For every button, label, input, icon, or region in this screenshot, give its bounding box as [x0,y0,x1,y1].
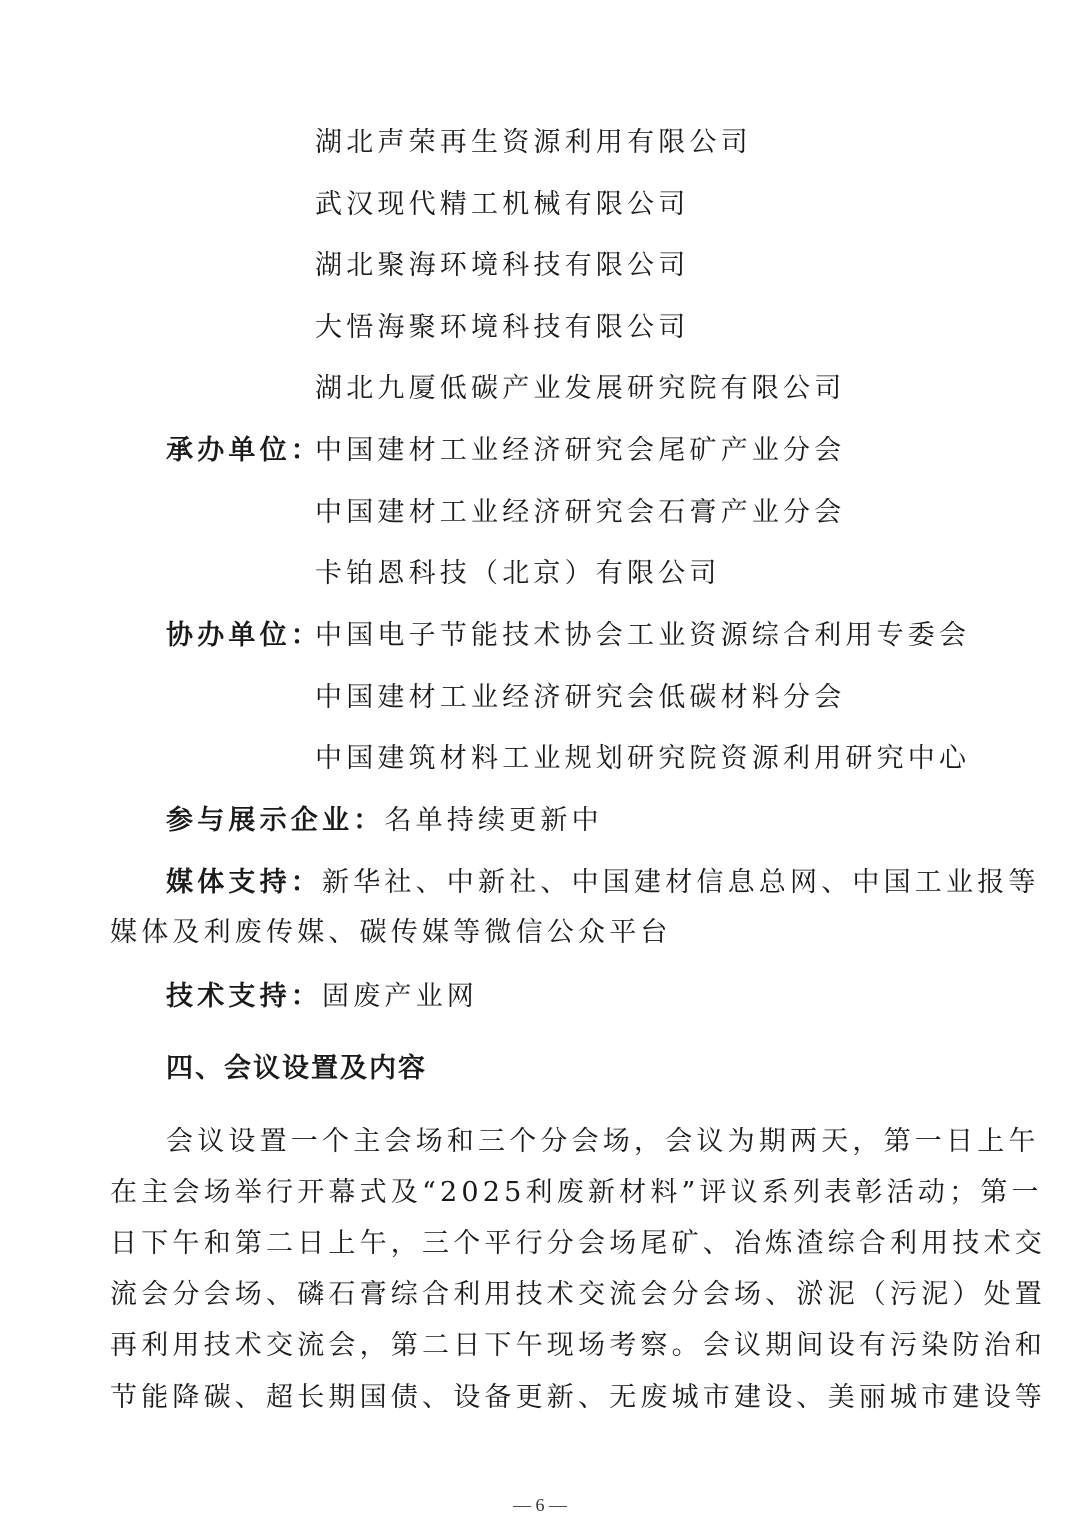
host-unit: 卡铂恩科技（北京）有限公司 [315,558,721,589]
tech-label: 技术支持： [166,981,322,1012]
host-unit: 中国建材工业经济研究会尾矿产业分会 [315,435,846,466]
paragraph-line: 在主会场举行开幕式及“2025利废新材料”评议系列表彰活动；第一 [110,1177,1043,1208]
paragraph-line: 节能降碳、超长期国债、设备更新、无废城市建设、美丽城市建设等 [110,1382,1046,1413]
co-host-label: 协办单位： [166,620,322,651]
co-host-unit: 中国电子节能技术协会工业资源综合利用专委会 [315,620,971,651]
media-value: 新华社、中新社、中国建材信息总网、中国工业报等 [322,867,1040,898]
paragraph-line: 流会分会场、磷石膏综合利用技术交流会分会场、淤泥（污泥）处置 [110,1279,1046,1310]
host-label: 承办单位： [166,435,322,466]
paragraph-line: 再利用技术交流会，第二日下午现场考察。会议期间设有污染防治和 [110,1330,1046,1361]
section-heading: 四、会议设置及内容 [166,1053,427,1084]
media-line [166,865,1040,901]
organizer-item: 湖北声荣再生资源利用有限公司 [315,127,752,158]
paragraph-line: 日下午和第二日上午，三个平行分会场尾矿、冶炼渣综合利用技术交 [110,1228,1046,1259]
tech-line [166,979,478,1015]
host-unit: 中国建材工业经济研究会石膏产业分会 [315,497,846,528]
co-host-unit: 中国建筑材料工业规划研究院资源利用研究中心 [315,743,971,774]
tech-value: 固废产业网 [322,981,478,1012]
organizer-item: 湖北聚海环境科技有限公司 [315,250,690,281]
co-host-unit: 中国建材工业经济研究会低碳材料分会 [315,682,846,713]
media-label: 媒体支持： [166,867,322,898]
organizer-item: 湖北九厦低碳产业发展研究院有限公司 [315,373,846,404]
page-number: — 6 — [513,1495,567,1515]
media-value-cont: 媒体及利废传媒、碳传媒等微信公众平台 [110,917,672,948]
exhibitors-label: 参与展示企业： [166,805,385,836]
exhibitors-value: 名单持续更新中 [384,805,603,836]
organizer-item: 武汉现代精工机械有限公司 [315,189,690,220]
organizer-item: 大悟海聚环境科技有限公司 [315,312,690,343]
paragraph-line: 会议设置一个主会场和三个分会场，会议为期两天，第一日上午 [166,1126,1040,1157]
exhibitors-line [166,803,603,839]
